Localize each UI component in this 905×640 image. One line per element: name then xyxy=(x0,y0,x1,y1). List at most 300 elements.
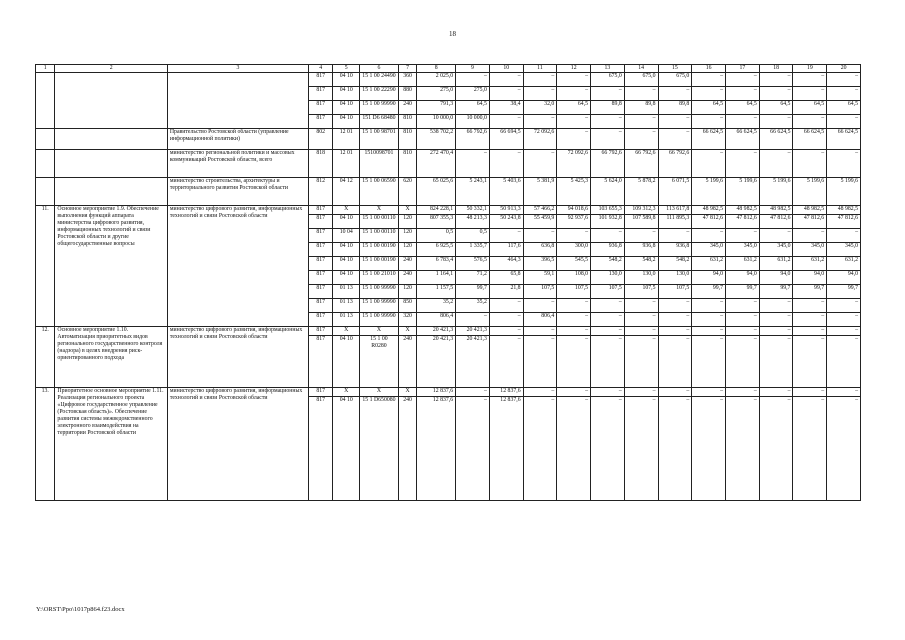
cell-col-18: – xyxy=(759,327,793,336)
cell-col-5: X xyxy=(333,327,360,336)
cell-col-9: – xyxy=(456,313,490,327)
cell-col-4: 817 xyxy=(308,87,333,101)
cell-col-4: 817 xyxy=(308,215,333,229)
cell-col-4: 818 xyxy=(308,150,333,178)
cell-col-15: 130,0 xyxy=(658,271,692,285)
cell-col-18: – xyxy=(759,87,793,101)
cell-col-20: 99,7 xyxy=(827,285,861,299)
cell-col-16: – xyxy=(692,229,726,243)
cell-col-8: 791,3 xyxy=(417,101,456,115)
executor-name: министерство региональной политики и массовых коммуникаций Ростовской области, всего xyxy=(167,150,308,178)
cell-col-4: 817 xyxy=(308,229,333,243)
cell-col-13: 548,2 xyxy=(591,257,625,271)
cell-col-20: – xyxy=(827,336,861,388)
cell-col-6: 15 1 00 21010 xyxy=(360,271,399,285)
cell-col-14: 107 589,8 xyxy=(624,215,658,229)
cell-col-20: – xyxy=(827,313,861,327)
cell-col-9: 576,5 xyxy=(456,257,490,271)
cell-col-8: 65 025,6 xyxy=(417,178,456,206)
cell-col-20: – xyxy=(827,73,861,87)
cell-col-12: – xyxy=(557,327,591,336)
cell-col-18: 66 624,5 xyxy=(759,129,793,150)
cell-col-7: 120 xyxy=(398,215,416,229)
cell-col-14: – xyxy=(624,229,658,243)
cell-col-17: 631,2 xyxy=(726,257,760,271)
cell-col-17: 66 624,5 xyxy=(726,129,760,150)
cell-col-17: – xyxy=(726,336,760,388)
item-number xyxy=(36,73,55,129)
cell-col-12: 108,0 xyxy=(557,271,591,285)
cell-col-6: 15 1 00 00110 xyxy=(360,229,399,243)
cell-col-14: 66 792,6 xyxy=(624,150,658,178)
cell-col-13: – xyxy=(591,327,625,336)
cell-col-16: – xyxy=(692,73,726,87)
cell-col-18: – xyxy=(759,336,793,388)
cell-col-16: 631,2 xyxy=(692,257,726,271)
executor-name: министерство цифрового развития, информационных технологий и связи Ростовской области xyxy=(167,327,308,388)
cell-col-9: 20 421,3 xyxy=(456,336,490,388)
cell-col-18: 94,0 xyxy=(759,271,793,285)
cell-col-5: 01 13 xyxy=(333,313,360,327)
cell-col-7: 120 xyxy=(398,243,416,257)
cell-col-14: 107,5 xyxy=(624,285,658,299)
cell-col-11: 636,8 xyxy=(523,243,557,257)
measure-name xyxy=(55,73,167,129)
cell-col-19: 48 982,5 xyxy=(793,206,827,215)
cell-col-15: 936,8 xyxy=(658,243,692,257)
column-number-3: 3 xyxy=(167,65,308,73)
executor-name: Правительство Ростовской области (управление информационной политики) xyxy=(167,129,308,150)
cell-col-12: – xyxy=(557,115,591,129)
cell-col-7: 850 xyxy=(398,299,416,313)
item-number: 12. xyxy=(36,327,55,388)
cell-col-15: – xyxy=(658,129,692,150)
cell-col-4: 817 xyxy=(308,243,333,257)
cell-col-19: – xyxy=(793,313,827,327)
cell-col-20: – xyxy=(827,299,861,313)
cell-col-16: – xyxy=(692,313,726,327)
cell-col-14: – xyxy=(624,87,658,101)
cell-col-16: – xyxy=(692,327,726,336)
cell-col-14: – xyxy=(624,397,658,501)
cell-col-12: – xyxy=(557,336,591,388)
cell-col-13: – xyxy=(591,299,625,313)
cell-col-20: 47 812,6 xyxy=(827,215,861,229)
cell-col-11: – xyxy=(523,397,557,501)
cell-col-18: 99,7 xyxy=(759,285,793,299)
cell-col-8: 6 783,4 xyxy=(417,257,456,271)
cell-col-12: – xyxy=(557,229,591,243)
cell-col-12: 5 425,3 xyxy=(557,178,591,206)
cell-col-15: – xyxy=(658,313,692,327)
cell-col-10: – xyxy=(489,87,523,101)
cell-col-13: – xyxy=(591,388,625,397)
cell-col-14: – xyxy=(624,115,658,129)
cell-col-4: 817 xyxy=(308,271,333,285)
cell-col-5: 04 10 xyxy=(333,73,360,87)
cell-col-20: 64,5 xyxy=(827,101,861,115)
cell-col-9: 71,2 xyxy=(456,271,490,285)
cell-col-5: 04 10 xyxy=(333,215,360,229)
cell-col-19: 66 624,5 xyxy=(793,129,827,150)
cell-col-16: 94,0 xyxy=(692,271,726,285)
cell-col-19: 47 812,6 xyxy=(793,215,827,229)
cell-col-19: 64,5 xyxy=(793,101,827,115)
cell-col-13: – xyxy=(591,336,625,388)
cell-col-13: – xyxy=(591,129,625,150)
cell-col-7: 810 xyxy=(398,129,416,150)
cell-col-4: 817 xyxy=(308,327,333,336)
cell-col-15: 107,5 xyxy=(658,285,692,299)
cell-col-4: 802 xyxy=(308,129,333,150)
cell-col-16: – xyxy=(692,87,726,101)
cell-col-17: 99,7 xyxy=(726,285,760,299)
executor-name: министерство строительства, архитектуры и территориального развития Ростовской области xyxy=(167,178,308,206)
column-number-17: 17 xyxy=(726,65,760,73)
cell-col-6: 15 1 00 R0280 xyxy=(360,336,399,388)
column-number-8: 8 xyxy=(417,65,456,73)
cell-col-13: – xyxy=(591,115,625,129)
cell-col-10: – xyxy=(489,150,523,178)
cell-col-18: – xyxy=(759,73,793,87)
cell-col-11: 396,5 xyxy=(523,257,557,271)
cell-col-19: – xyxy=(793,73,827,87)
column-number-15: 15 xyxy=(658,65,692,73)
cell-col-6: 15 1 00 00110 xyxy=(360,215,399,229)
cell-col-20: 66 624,5 xyxy=(827,129,861,150)
cell-col-8: 12 837,6 xyxy=(417,388,456,397)
cell-col-7: 240 xyxy=(398,397,416,501)
cell-col-15: – xyxy=(658,229,692,243)
cell-col-4: 817 xyxy=(308,285,333,299)
column-number-7: 7 xyxy=(398,65,416,73)
cell-col-19: – xyxy=(793,150,827,178)
item-number: 11. xyxy=(36,206,55,327)
cell-col-6: 15 1 00 24490 xyxy=(360,73,399,87)
cell-col-8: 824 228,1 xyxy=(417,206,456,215)
table-row xyxy=(36,150,861,178)
executor-name: министерство цифрового развития, информационных технологий и связи Ростовской области xyxy=(167,206,308,327)
column-number-9: 9 xyxy=(456,65,490,73)
cell-col-4: 812 xyxy=(308,178,333,206)
cell-col-14: – xyxy=(624,388,658,397)
cell-col-9: 10 000,0 xyxy=(456,115,490,129)
column-number-6: 6 xyxy=(360,65,399,73)
column-number-12: 12 xyxy=(557,65,591,73)
cell-col-6: 151 D6 68480 xyxy=(360,115,399,129)
cell-col-7: 120 xyxy=(398,229,416,243)
cell-col-6: X xyxy=(360,388,399,397)
cell-col-8: 20 421,3 xyxy=(417,336,456,388)
cell-col-8: 807 355,3 xyxy=(417,215,456,229)
cell-col-8: 12 837,6 xyxy=(417,397,456,501)
cell-col-5: 04 10 xyxy=(333,115,360,129)
cell-col-15: – xyxy=(658,115,692,129)
cell-col-10: 12 837,6 xyxy=(489,388,523,397)
column-number-4: 4 xyxy=(308,65,333,73)
cell-col-13: – xyxy=(591,313,625,327)
table-row xyxy=(36,388,861,397)
cell-col-18: 64,5 xyxy=(759,101,793,115)
cell-col-17: – xyxy=(726,150,760,178)
column-number-18: 18 xyxy=(759,65,793,73)
cell-col-17: – xyxy=(726,229,760,243)
cell-col-6: 15 1 00 99990 xyxy=(360,285,399,299)
cell-col-12: – xyxy=(557,388,591,397)
cell-col-11: 72 092,6 xyxy=(523,129,557,150)
cell-col-7: 810 xyxy=(398,150,416,178)
measure-name: Приоритетное основное мероприятие 1.11. Реализация регионального проекта «Цифровое государственное управление (Ростовская область)». Обеспечение развития системы межведомственного электронного взаимодействия на территории Ростовской области xyxy=(55,388,167,501)
cell-col-13: 103 655,3 xyxy=(591,206,625,215)
cell-col-13: 101 932,8 xyxy=(591,215,625,229)
cell-col-4: 817 xyxy=(308,299,333,313)
cell-col-9: – xyxy=(456,397,490,501)
cell-col-9: – xyxy=(456,150,490,178)
cell-col-5: 04 10 xyxy=(333,101,360,115)
cell-col-20: – xyxy=(827,150,861,178)
cell-col-6: 15 1 00 00190 xyxy=(360,243,399,257)
cell-col-17: 47 812,6 xyxy=(726,215,760,229)
cell-col-5: 12 01 xyxy=(333,150,360,178)
cell-col-7: 810 xyxy=(398,115,416,129)
cell-col-5: 04 10 xyxy=(333,336,360,388)
cell-col-9: 66 792,6 xyxy=(456,129,490,150)
cell-col-20: 5 199,6 xyxy=(827,178,861,206)
cell-col-4: 817 xyxy=(308,313,333,327)
cell-col-17: – xyxy=(726,397,760,501)
cell-col-6: 15 1 00 98701 xyxy=(360,129,399,150)
column-number-10: 10 xyxy=(489,65,523,73)
column-number-14: 14 xyxy=(624,65,658,73)
cell-col-20: 345,0 xyxy=(827,243,861,257)
cell-col-10: 12 837,6 xyxy=(489,397,523,501)
cell-col-12: 300,0 xyxy=(557,243,591,257)
page-number: 18 xyxy=(449,30,456,38)
cell-col-5: 04 10 xyxy=(333,257,360,271)
column-number-20: 20 xyxy=(827,65,861,73)
cell-col-17: – xyxy=(726,313,760,327)
cell-col-14: 936,8 xyxy=(624,243,658,257)
cell-col-18: 48 982,5 xyxy=(759,206,793,215)
cell-col-13: 66 792,6 xyxy=(591,150,625,178)
cell-col-12: – xyxy=(557,129,591,150)
cell-col-8: 35,2 xyxy=(417,299,456,313)
cell-col-6: X xyxy=(360,206,399,215)
cell-col-9: 5 243,1 xyxy=(456,178,490,206)
cell-col-5: 04 10 xyxy=(333,271,360,285)
cell-col-15: – xyxy=(658,299,692,313)
cell-col-14: 675,0 xyxy=(624,73,658,87)
cell-col-8: 0,5 xyxy=(417,229,456,243)
cell-col-7: 320 xyxy=(398,313,416,327)
cell-col-19: – xyxy=(793,388,827,397)
cell-col-18: – xyxy=(759,229,793,243)
cell-col-7: 620 xyxy=(398,178,416,206)
cell-col-19: – xyxy=(793,397,827,501)
cell-col-10: – xyxy=(489,327,523,336)
cell-col-12: – xyxy=(557,87,591,101)
cell-col-11: 5 381,9 xyxy=(523,178,557,206)
cell-col-9: 275,0 xyxy=(456,87,490,101)
cell-col-11: – xyxy=(523,299,557,313)
cell-col-17: 64,5 xyxy=(726,101,760,115)
cell-col-20: 48 982,5 xyxy=(827,206,861,215)
cell-col-16: – xyxy=(692,336,726,388)
cell-col-12: – xyxy=(557,73,591,87)
table-row xyxy=(36,327,861,336)
cell-col-11: – xyxy=(523,150,557,178)
cell-col-9: 48 213,3 xyxy=(456,215,490,229)
cell-col-11: – xyxy=(523,327,557,336)
cell-col-17: 48 982,5 xyxy=(726,206,760,215)
cell-col-10: – xyxy=(489,299,523,313)
cell-col-7: 240 xyxy=(398,257,416,271)
cell-col-17: – xyxy=(726,115,760,129)
cell-col-20: – xyxy=(827,229,861,243)
cell-col-12: 92 937,6 xyxy=(557,215,591,229)
column-number-13: 13 xyxy=(591,65,625,73)
cell-col-9: 64,5 xyxy=(456,101,490,115)
cell-col-11: – xyxy=(523,87,557,101)
column-number-1: 1 xyxy=(36,65,55,73)
cell-col-9: 20 421,3 xyxy=(456,327,490,336)
cell-col-17: – xyxy=(726,388,760,397)
cell-col-20: – xyxy=(827,87,861,101)
cell-col-10: 50 913,3 xyxy=(489,206,523,215)
cell-col-16: 48 982,5 xyxy=(692,206,726,215)
cell-col-14: – xyxy=(624,313,658,327)
cell-col-14: 5 878,2 xyxy=(624,178,658,206)
cell-col-14: – xyxy=(624,336,658,388)
cell-col-18: – xyxy=(759,115,793,129)
cell-col-12: 72 092,6 xyxy=(557,150,591,178)
cell-col-19: – xyxy=(793,336,827,388)
measure-name: Основное мероприятие 1.9. Обеспечение выполнения функций аппарата министерства цифрового развития, информационных технологий и связи Ростовской области и другие общегосударственные вопросы xyxy=(55,206,167,327)
cell-col-11: – xyxy=(523,336,557,388)
cell-col-6: X xyxy=(360,327,399,336)
cell-col-11: 32,0 xyxy=(523,101,557,115)
cell-col-16: – xyxy=(692,299,726,313)
cell-col-10: 65,8 xyxy=(489,271,523,285)
cell-col-10: 464,3 xyxy=(489,257,523,271)
cell-col-11: 806,4 xyxy=(523,313,557,327)
cell-col-5: X xyxy=(333,206,360,215)
cell-col-5: X xyxy=(333,388,360,397)
cell-col-8: 10 000,0 xyxy=(417,115,456,129)
cell-col-7: 240 xyxy=(398,101,416,115)
cell-col-11: – xyxy=(523,388,557,397)
cell-col-7: X xyxy=(398,206,416,215)
cell-col-14: – xyxy=(624,327,658,336)
cell-col-16: 99,7 xyxy=(692,285,726,299)
cell-col-14: – xyxy=(624,129,658,150)
cell-col-5: 01 13 xyxy=(333,285,360,299)
cell-col-10: 21,8 xyxy=(489,285,523,299)
cell-col-9: 1 335,7 xyxy=(456,243,490,257)
cell-col-19: 345,0 xyxy=(793,243,827,257)
cell-col-19: – xyxy=(793,229,827,243)
cell-col-4: 817 xyxy=(308,336,333,388)
cell-col-4: 817 xyxy=(308,397,333,501)
cell-col-16: 64,5 xyxy=(692,101,726,115)
cell-col-16: 66 624,5 xyxy=(692,129,726,150)
cell-col-8: 2 025,0 xyxy=(417,73,456,87)
cell-col-18: – xyxy=(759,388,793,397)
cell-col-15: 548,2 xyxy=(658,257,692,271)
cell-col-14: 130,0 xyxy=(624,271,658,285)
cell-col-20: – xyxy=(827,115,861,129)
cell-col-5: 01 13 xyxy=(333,299,360,313)
cell-col-20: 94,0 xyxy=(827,271,861,285)
cell-col-18: – xyxy=(759,150,793,178)
cell-col-18: 5 199,6 xyxy=(759,178,793,206)
cell-col-14: 109 312,3 xyxy=(624,206,658,215)
cell-col-5: 12 01 xyxy=(333,129,360,150)
cell-col-13: 5 624,0 xyxy=(591,178,625,206)
cell-col-13: 675,0 xyxy=(591,73,625,87)
cell-col-7: X xyxy=(398,388,416,397)
cell-col-7: 240 xyxy=(398,336,416,388)
cell-col-17: 94,0 xyxy=(726,271,760,285)
cell-col-16: – xyxy=(692,397,726,501)
cell-col-5: 04 10 xyxy=(333,87,360,101)
cell-col-10: 50 243,8 xyxy=(489,215,523,229)
cell-col-18: – xyxy=(759,299,793,313)
cell-col-15: – xyxy=(658,87,692,101)
cell-col-18: 47 812,6 xyxy=(759,215,793,229)
item-number: 13. xyxy=(36,388,55,501)
cell-col-9: – xyxy=(456,73,490,87)
cell-col-17: 5 199,6 xyxy=(726,178,760,206)
cell-col-6: 15 1 00 99990 xyxy=(360,299,399,313)
cell-col-10: 117,6 xyxy=(489,243,523,257)
cell-col-10: – xyxy=(489,229,523,243)
cell-col-9: – xyxy=(456,388,490,397)
cell-col-8: 275,0 xyxy=(417,87,456,101)
cell-col-10: – xyxy=(489,73,523,87)
table-row xyxy=(36,73,861,87)
cell-col-12: 545,5 xyxy=(557,257,591,271)
footer-file-path: Y:\ORST\Ppo\1017p864.f23.docx xyxy=(36,606,125,613)
cell-col-14: 89,8 xyxy=(624,101,658,115)
cell-col-13: 936,8 xyxy=(591,243,625,257)
cell-col-16: – xyxy=(692,388,726,397)
cell-col-11: 57 466,2 xyxy=(523,206,557,215)
cell-col-15: 113 617,8 xyxy=(658,206,692,215)
cell-col-4: 817 xyxy=(308,101,333,115)
cell-col-19: 94,0 xyxy=(793,271,827,285)
cell-col-20: – xyxy=(827,327,861,336)
item-number xyxy=(36,129,55,150)
cell-col-12: 107,5 xyxy=(557,285,591,299)
cell-col-17: – xyxy=(726,327,760,336)
cell-col-5: 10 04 xyxy=(333,229,360,243)
cell-col-19: 5 199,6 xyxy=(793,178,827,206)
cell-col-13: – xyxy=(591,397,625,501)
column-number-19: 19 xyxy=(793,65,827,73)
cell-col-4: 817 xyxy=(308,257,333,271)
cell-col-13: – xyxy=(591,87,625,101)
cell-col-5: 04 10 xyxy=(333,243,360,257)
cell-col-7: 240 xyxy=(398,271,416,285)
cell-col-17: – xyxy=(726,87,760,101)
table-body xyxy=(36,73,861,501)
cell-col-8: 6 925,5 xyxy=(417,243,456,257)
cell-col-7: 120 xyxy=(398,285,416,299)
measure-name: Основное мероприятие 1.10. Автоматизация приоритетных видов регионального государственного контроля (надзора) в целях внедрения риск-ориентированного подхода xyxy=(55,327,167,388)
cell-col-13: 107,5 xyxy=(591,285,625,299)
cell-col-12: – xyxy=(557,299,591,313)
